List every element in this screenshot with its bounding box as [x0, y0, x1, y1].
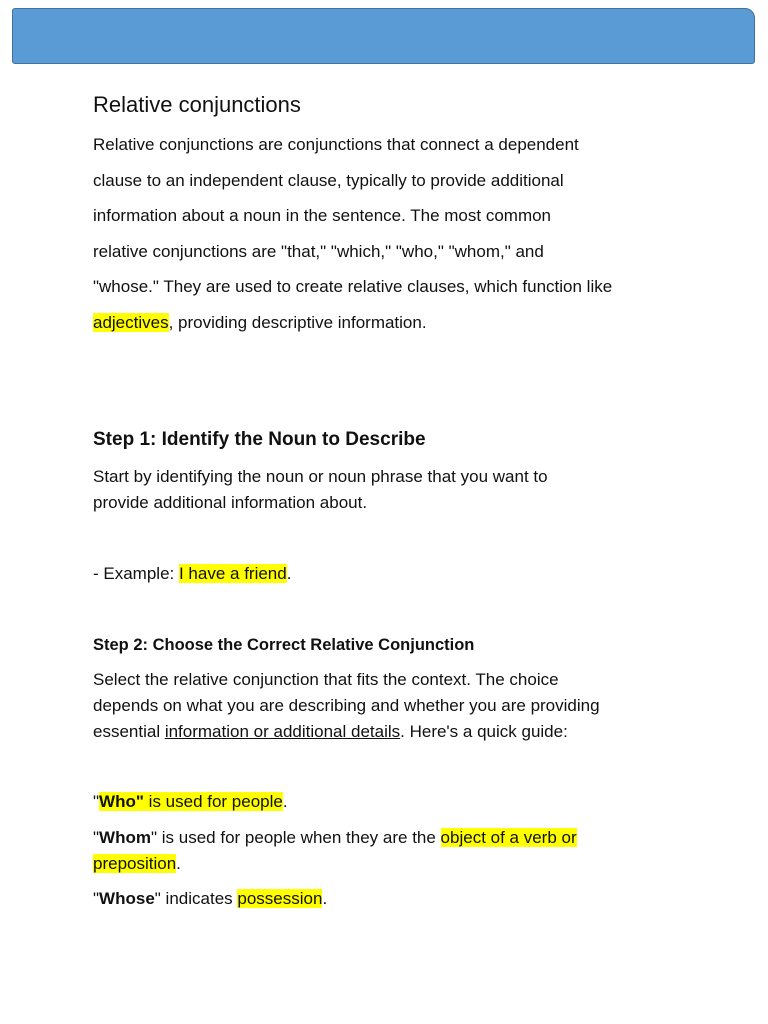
underlined-phrase: information or additional details: [164, 722, 401, 741]
step-2-line-1: Select the relative conjunction that fits the context. The choice: [93, 670, 559, 689]
step-2-line-3-suffix: . Here's a quick guide:: [400, 722, 568, 741]
intro-line-3: information about a noun in the sentence. The most common: [93, 206, 552, 226]
guide-who: [93, 789, 733, 815]
step-2-text: [93, 667, 733, 745]
who-word: Who: [99, 792, 136, 811]
whose-word: Whose: [99, 889, 155, 908]
whom-close-quote: ": [150, 828, 158, 847]
whose-end: .: [322, 889, 328, 908]
guide-whose: [93, 886, 733, 912]
intro-paragraph: [93, 127, 733, 341]
who-close-quote: ": [135, 792, 144, 811]
example-prefix: - Example:: [93, 564, 179, 583]
intro-line-5: "whose." They are used to create relative clauses, which function like: [93, 277, 613, 297]
whose-rest: indicates: [160, 889, 238, 908]
highlight-preposition: preposition: [93, 854, 177, 873]
step-2-line-2: depends on what you are describing and whether you are providing: [93, 696, 600, 715]
intro-line-4: relative conjunctions are "that," "which," "who," "whom," and: [93, 241, 544, 261]
who-end: .: [282, 792, 288, 811]
step-1-section: [93, 427, 733, 453]
intro-line-1: Relative conjunctions are conjunctions that connect a dependent: [93, 135, 579, 154]
highlight-who: [99, 792, 283, 811]
page-title: Relative conjunctions: [93, 92, 301, 117]
whose-open-quote: ": [93, 889, 100, 908]
highlight-possession: possession: [237, 889, 323, 908]
step-1-text: [93, 464, 733, 516]
step-2-heading: Step 2: Choose the Correct Relative Conjunction: [93, 636, 475, 654]
highlight-example: I have a friend: [178, 564, 287, 583]
whom-open-quote: ": [93, 828, 100, 847]
intro-line-6-rest: , providing descriptive information.: [168, 312, 427, 332]
step-2-section: [93, 632, 733, 658]
who-rest: is used for people: [143, 792, 283, 811]
guide-whom: [93, 825, 733, 877]
highlight-object-of-verb: object of a verb or: [440, 828, 577, 847]
step-1-heading: Step 1: Identify the Noun to Describe: [93, 429, 426, 450]
who-open-quote: ": [93, 792, 100, 811]
step-2-line-3: [93, 719, 733, 745]
whose-close-quote: ": [154, 889, 161, 908]
step-1-line-2: provide additional information about.: [93, 493, 368, 512]
whom-rest: is used for people when they are the: [157, 828, 441, 847]
step-1-line-1: Start by identifying the noun or noun phrase that you want to: [93, 467, 548, 486]
intro-line-2: clause to an independent clause, typically to provide additional: [93, 170, 564, 190]
header-banner: [12, 8, 755, 64]
whom-end: .: [176, 854, 181, 873]
intro-line-6: [93, 305, 733, 341]
highlight-adjectives: adjectives: [93, 312, 169, 332]
step-2-line-3-prefix: essential: [93, 722, 165, 741]
example-suffix: .: [286, 564, 292, 583]
step-1-example: [93, 561, 733, 587]
whom-word: Whom: [99, 828, 151, 847]
